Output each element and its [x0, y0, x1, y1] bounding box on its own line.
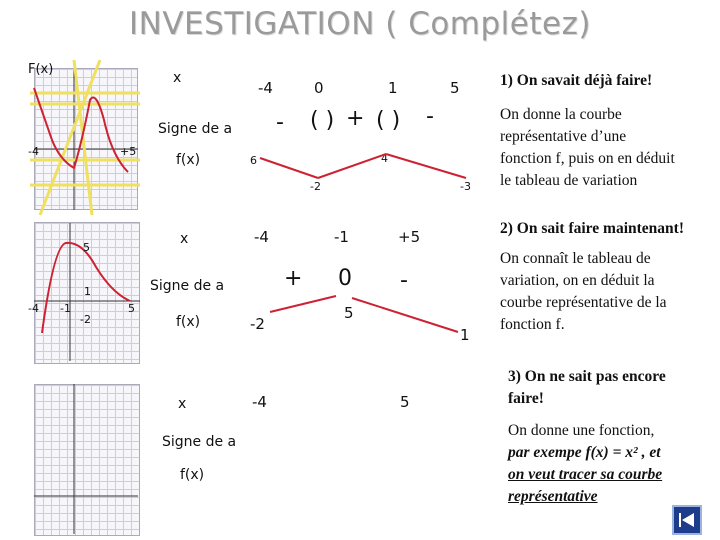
- table-2-fx-value: -2: [250, 315, 265, 333]
- section-2-line: On connaît le tableau de: [500, 250, 651, 267]
- table-2-fx-label: f(x): [176, 314, 201, 330]
- table-1-arrows: [240, 140, 490, 200]
- graph-2-curve: [0, 215, 150, 365]
- table-1-fx-value: -3: [460, 180, 471, 193]
- graph-2-label: 5: [83, 241, 90, 254]
- table-1-sign-label: Signe de a: [158, 121, 233, 137]
- table-1-x-value: 5: [450, 79, 460, 97]
- graph-1-xmin: -4: [28, 145, 39, 158]
- table-2-sign-label: Signe de a: [150, 278, 225, 294]
- table-1-fx-value: -2: [310, 180, 321, 193]
- section-2-line: variation, on en déduit la: [500, 272, 655, 289]
- section-1: [500, 70, 712, 192]
- table-3-fx-label: f(x): [180, 467, 205, 483]
- table-1-x-label: x: [173, 70, 182, 86]
- table-1-x-value: -4: [258, 79, 273, 97]
- table-1-x-value: 1: [388, 79, 398, 97]
- table-1-fx-value: 4: [381, 152, 388, 165]
- section-3: [508, 366, 714, 508]
- table-1-sign: -: [276, 110, 284, 135]
- skip-back-icon: [674, 507, 700, 533]
- page-title: INVESTIGATION ( Complétez): [129, 6, 591, 42]
- table-1-sign: -: [426, 104, 434, 129]
- table-1-x-value: 0: [314, 79, 324, 97]
- graph-1-ylabel: F(x): [28, 62, 54, 77]
- graph-2-label: 1: [84, 285, 91, 298]
- section-2-line: courbe représentative de la: [500, 294, 667, 311]
- section-3-line: on veut tracer sa courbe: [508, 466, 663, 483]
- table-2-sign: -: [400, 268, 408, 293]
- table-2-x-label: x: [180, 231, 189, 247]
- table-3-x-value: -4: [252, 393, 267, 411]
- section-3-line: représentative: [508, 488, 598, 505]
- section-3-title: faire!: [508, 390, 544, 407]
- graph-1-curves: [0, 60, 150, 220]
- table-2-x-value: -4: [254, 228, 269, 246]
- table-3-sign-label: Signe de a: [162, 434, 237, 450]
- table-2-arrows: [240, 290, 480, 350]
- graph-1-xmax: +5: [120, 145, 137, 158]
- table-2-x-value: -1: [334, 228, 349, 246]
- table-1-zero-paren: ( ): [376, 108, 401, 133]
- graph-2-label: 5: [128, 302, 135, 315]
- section-1-line: On donne la courbe: [500, 106, 622, 123]
- table-3-x-value: 5: [400, 393, 410, 411]
- section-3-title: 3) On ne sait pas encore: [508, 368, 666, 385]
- nav-first-button[interactable]: [672, 505, 702, 535]
- graph-2-label: -1: [60, 302, 71, 315]
- graph-3-axes: [30, 380, 142, 538]
- graph-2-label: -4: [28, 302, 39, 315]
- table-2-sign: +: [284, 266, 303, 291]
- table-2-x-value: +5: [398, 228, 421, 246]
- section-1-line: fonction f, puis on en déduit: [500, 150, 675, 167]
- table-1-zero-paren: ( ): [310, 108, 335, 133]
- section-2-line: fonction f.: [500, 316, 565, 333]
- table-1-fx-value: 6: [250, 154, 257, 167]
- section-1-line: représentative d’une: [500, 128, 627, 145]
- table-1-fx-label: f(x): [176, 152, 201, 168]
- graph-2-label: -2: [80, 313, 91, 326]
- section-1-title: 1) On savait déjà faire!: [500, 72, 653, 89]
- section-3-line: On donne une fonction,: [508, 422, 655, 439]
- table-1-sign: +: [346, 106, 365, 131]
- section-3-line: par exempe f(x) = x² , et: [508, 444, 661, 461]
- section-1-line: le tableau de variation: [500, 172, 638, 189]
- table-3-x-label: x: [178, 396, 187, 412]
- table-2-fx-value: 5: [344, 304, 354, 322]
- table-2-zero: 0: [338, 266, 352, 291]
- section-2-title: 2) On sait faire maintenant!: [500, 220, 684, 237]
- table-2-fx-value: 1: [460, 326, 470, 344]
- section-2: [500, 218, 718, 336]
